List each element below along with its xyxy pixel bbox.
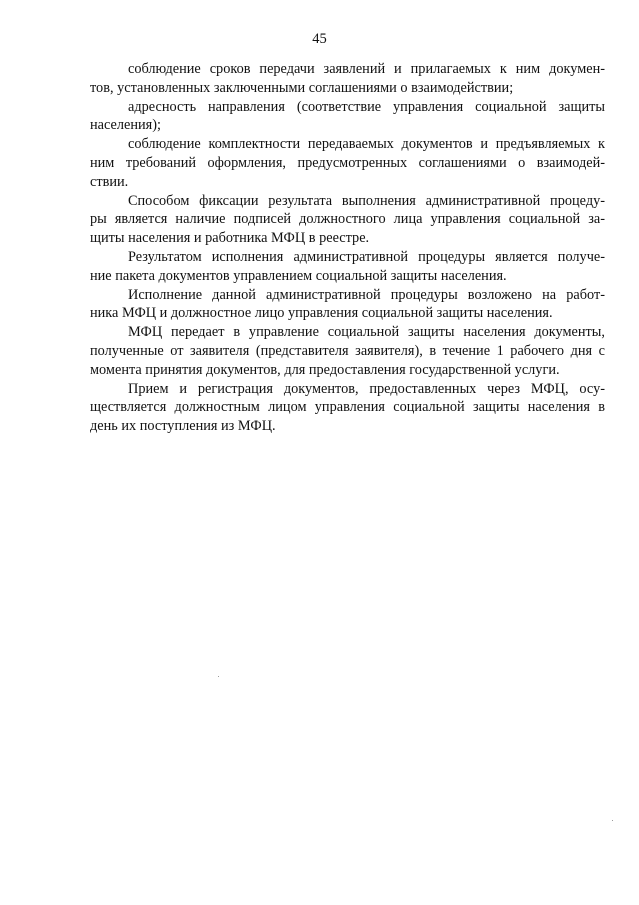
text-line: Результатом исполнения административной процедуры является получе-: [128, 248, 605, 265]
text-line: день их поступления из МФЦ.: [90, 418, 276, 435]
document-body: [90, 60, 605, 436]
scan-speck: [612, 820, 613, 821]
page-number: 45: [312, 31, 327, 47]
text-line: ним требований оформления, предусмотренных соглашениями о взаимодей-: [90, 154, 605, 171]
text-line: Исполнение данной административной процедуры возложено на работ-: [128, 286, 605, 303]
text-line: населения);: [90, 117, 161, 134]
text-line: щиты населения и работника МФЦ в реестре.: [90, 230, 370, 247]
scan-speck: [218, 676, 219, 677]
text-line: тов, установленных заключенными соглашениями о взаимодействии;: [90, 79, 514, 96]
text-line: соблюдение комплектности передаваемых документов и предъявляемых к: [128, 136, 605, 153]
text-line: Прием и регистрация документов, предоставленных через МФЦ, осу-: [128, 380, 605, 397]
text-line: ника МФЦ и должностное лицо управления социальной защиты населения.: [90, 305, 553, 322]
text-line: Способом фиксации результата выполнения административной процеду-: [128, 192, 605, 209]
text-line: момента принятия документов, для предоставления государственной услуги.: [90, 361, 560, 378]
text-line: соблюдение сроков передачи заявлений и прилагаемых к ним докумен-: [128, 61, 605, 77]
text-line: ры является наличие подписей должностного лица управления социальной за-: [90, 211, 605, 228]
text-line: ние пакета документов управлением социальной защиты населения.: [90, 267, 507, 284]
text-line: ществляется должностным лицом управления социальной защиты населения в: [90, 399, 605, 416]
text-line: адресность направления (соответствие управления социальной защиты: [128, 98, 605, 115]
text-line: полученные от заявителя (представителя заявителя), в течение 1 рабочего дня с: [90, 342, 605, 359]
text-line: ствии.: [90, 173, 129, 190]
text-line: МФЦ передает в управление социальной защиты населения документы,: [128, 324, 605, 341]
